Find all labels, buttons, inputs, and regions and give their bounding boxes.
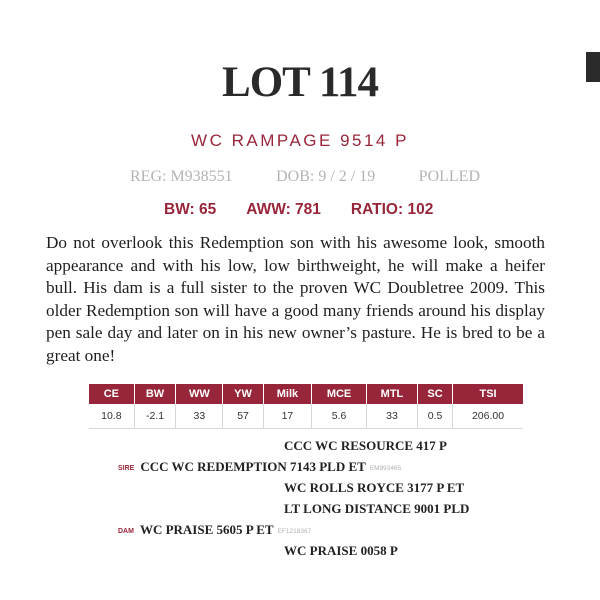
polled-status: POLLED	[418, 168, 480, 185]
epd-value-sc: 0.5	[417, 404, 452, 429]
epd-header-bw: BW	[134, 384, 176, 404]
pedigree-dam: WC PRAISE 5605 P ET	[139, 522, 274, 537]
epd-header-row	[89, 384, 523, 404]
epd-value-yw: 57	[223, 404, 263, 429]
pedigree-sire-row	[118, 459, 401, 475]
sire-registration: EM893465	[369, 464, 402, 472]
epd-value-row	[89, 404, 523, 429]
epd-value-milk: 17	[263, 404, 311, 429]
epd-value-tsi: 206.00	[453, 404, 523, 429]
adjusted-weaning-weight: AWW: 781	[246, 201, 321, 218]
epd-value-mce: 5.6	[312, 404, 367, 429]
epd-header-tsi: TSI	[453, 384, 523, 404]
dam-registration: EF1218367	[277, 527, 312, 535]
epd-value-ww: 33	[176, 404, 223, 429]
epd-value-ce: 10.8	[89, 404, 134, 429]
pedigree-dam-sire: LT LONG DISTANCE 9001 PLD	[284, 501, 470, 516]
pedigree-sire-sire: CCC WC RESOURCE 417 P	[284, 438, 447, 453]
pedigree-sire-dam: WC ROLLS ROYCE 3177 P ET	[284, 480, 465, 495]
lot-title: LOT 114	[222, 59, 378, 106]
registration-line	[130, 168, 480, 186]
animal-name: WC RAMPAGE 9514 P	[191, 131, 409, 150]
dam-label: DAM	[118, 527, 134, 535]
weights-line	[164, 201, 464, 219]
epd-header-ww: WW	[176, 384, 223, 404]
epd-header-mtl: MTL	[367, 384, 418, 404]
pedigree-dam-row	[118, 522, 311, 538]
date-of-birth: DOB: 9 / 2 / 19	[276, 168, 376, 185]
epd-header-yw: YW	[223, 384, 263, 404]
sire-label: SIRE	[118, 464, 135, 472]
registration-number: REG: M938551	[130, 168, 233, 185]
epd-header-ce: CE	[89, 384, 134, 404]
epd-header-mce: MCE	[312, 384, 367, 404]
epd-table	[89, 384, 523, 429]
lot-description: Do not overlook this Redemption son with his awesome look, smooth appearance and with his low, low birthweight, he will make a heifer bull. His dam is a full sister to the proven WC Doubletree 2009. This older Redemption son will have a good many friends around his display pen sale day and later on in his new owner’s pasture. He is bred to be a great one!	[46, 233, 545, 365]
birth-weight: BW: 65	[164, 201, 217, 218]
epd-header-sc: SC	[417, 384, 452, 404]
pedigree-sire: CCC WC REDEMPTION 7143 PLD ET	[140, 459, 366, 474]
epd-header-milk: Milk	[263, 384, 311, 404]
weaning-ratio: RATIO: 102	[350, 201, 434, 218]
pedigree-dam-dam: WC PRAISE 0058 P	[284, 543, 398, 558]
epd-value-bw: -2.1	[134, 404, 176, 429]
epd-value-mtl: 33	[367, 404, 418, 429]
